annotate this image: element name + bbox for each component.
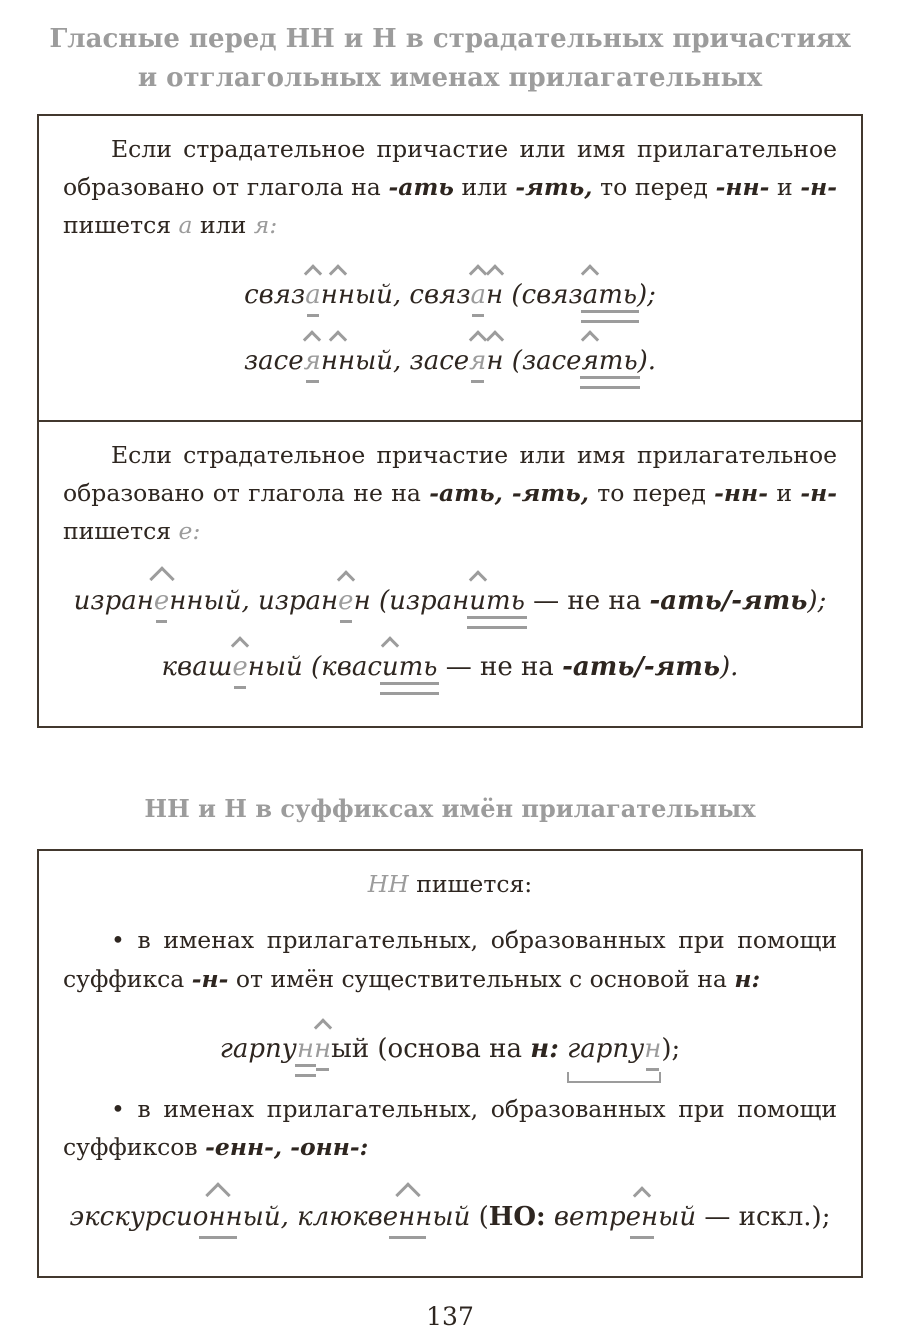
text-segment: -н- [191, 964, 229, 993]
text-segment: пишется [63, 211, 179, 240]
text-segment: или [453, 173, 516, 202]
example-line [63, 280, 837, 310]
text-segment: от имён существительных с основой на [228, 964, 735, 993]
text-segment: ть [598, 346, 638, 377]
rule-section-at-yat [39, 116, 861, 420]
text-segment [546, 1202, 554, 1232]
page-number: 137 [426, 1301, 474, 1331]
page-title-line-2: и отглагольных именах прилагательных [137, 63, 763, 93]
rule-box-participles [37, 114, 863, 728]
text-segment: и [769, 173, 801, 202]
text-segment: -нн- [715, 173, 770, 202]
text-segment: -н- [800, 479, 838, 508]
text-segment: гарпу [219, 1033, 297, 1064]
rule-section-not-at-yat [39, 420, 861, 726]
text-segment: н [486, 346, 504, 377]
rule-paragraph [63, 436, 837, 550]
text-segment: ть [486, 586, 525, 617]
text-segment: ( [478, 1201, 489, 1232]
text-segment: и [469, 586, 487, 617]
text-segment: (связ [503, 280, 583, 311]
text-segment: ); [661, 1033, 681, 1064]
text-segment: -ать [388, 173, 454, 202]
text-segment: ный (квас [247, 652, 382, 683]
text-segment: то перед [592, 173, 716, 202]
text-segment: кваш [161, 652, 233, 683]
rule-section-nn [39, 851, 861, 1275]
text-segment: и [767, 479, 801, 508]
text-segment: онн [192, 1201, 243, 1232]
text-segment: и [381, 652, 399, 683]
text-segment: засе [243, 346, 304, 377]
text-segment: а [178, 211, 193, 240]
text-segment: экскурси [69, 1201, 193, 1232]
text-segment: -н- [800, 173, 837, 202]
text-segment: то перед [588, 479, 715, 508]
example-line [63, 1034, 837, 1064]
text-segment: ый (основа на [331, 1033, 531, 1064]
text-segment: я: [253, 211, 278, 240]
text-segment: • в именах прилагательных, образованных при помощи суффиксов [63, 1094, 837, 1161]
text-segment: или [192, 211, 254, 240]
text-segment: ть [398, 652, 438, 683]
text-segment: а [582, 280, 599, 311]
text-segment: ый, связ [354, 280, 471, 311]
text-segment: нный, изран [169, 586, 339, 617]
text-segment: ). [720, 652, 739, 683]
text-segment: ен [625, 1201, 659, 1232]
text-segment: Если страдательное причастие или имя прилагательное образовано от глагола не на [63, 441, 837, 508]
text-segment: — искл.); [696, 1201, 831, 1232]
page-title [0, 0, 900, 98]
page-title-line-1: Гласные перед НН и Н в страдательных причастиях [49, 24, 851, 54]
rule-bullet [63, 1090, 837, 1166]
text-segment: -ать/-ять [562, 652, 721, 683]
text-segment: е [338, 586, 354, 617]
text-segment: -ать/-ять [649, 586, 808, 617]
text-segment: н [313, 1033, 332, 1064]
rule-box-adjective-suffixes [37, 849, 863, 1277]
text-segment: ветр [553, 1201, 626, 1232]
example-line [63, 652, 837, 682]
text-segment: — не на [437, 652, 563, 683]
rule-subtitle [63, 865, 837, 903]
text-segment: ). [637, 346, 657, 377]
text-segment: а [305, 280, 321, 311]
section-title-suffixes: НН и Н в суффиксах имён прилагательных [144, 794, 756, 824]
text-segment: ть [598, 280, 637, 311]
text-segment: е [232, 652, 248, 683]
text-segment: ый [432, 1201, 479, 1232]
text-segment: НН [367, 870, 409, 899]
text-segment: (засе [503, 346, 582, 377]
text-segment: НО: [488, 1201, 546, 1232]
text-segment: н: [734, 964, 761, 993]
text-segment: ); [807, 586, 827, 617]
text-segment: — не на [524, 586, 650, 617]
text-segment: пишется: [408, 870, 533, 899]
text-segment: нн [320, 280, 355, 311]
text-segment: е [153, 586, 170, 617]
text-segment: ый, клюкв [242, 1201, 383, 1232]
rule-paragraph [63, 130, 837, 244]
text-segment: енн [382, 1201, 433, 1232]
text-segment: ый [658, 1201, 697, 1232]
text-segment: -ять, [515, 173, 593, 202]
text-segment: я [303, 346, 321, 377]
text-segment: Если страдательное причастие или имя прилагательное образовано от глагола на [63, 135, 837, 202]
text-segment: н [644, 1033, 662, 1064]
text-segment: -ать, -ять, [429, 479, 589, 508]
text-segment: нн [320, 346, 356, 377]
text-segment: ); [637, 280, 656, 311]
text-segment [559, 1034, 567, 1064]
text-segment: е: [178, 517, 201, 546]
rule-bullet [63, 921, 837, 997]
text-segment: н (изран [353, 586, 470, 617]
text-segment: -нн- [714, 479, 768, 508]
text-segment: пишется [63, 517, 179, 546]
text-segment: н: [530, 1033, 559, 1064]
text-segment: я [469, 346, 487, 377]
text-segment: н [486, 280, 504, 311]
text-segment: • в именах прилагательных, образованных при помощи суффикса [63, 926, 837, 993]
example-line [63, 1202, 837, 1232]
text-segment: н [296, 1033, 314, 1064]
text-segment: а [470, 280, 487, 311]
text-segment: ый, засе [355, 346, 470, 377]
text-segment: гарпу [567, 1033, 645, 1064]
example-line [63, 346, 837, 376]
text-segment: я [581, 346, 599, 377]
text-segment: -енн-, -онн-: [205, 1132, 369, 1161]
example-line [63, 586, 837, 616]
text-segment: изран [73, 586, 154, 617]
text-segment: связ [244, 280, 306, 311]
